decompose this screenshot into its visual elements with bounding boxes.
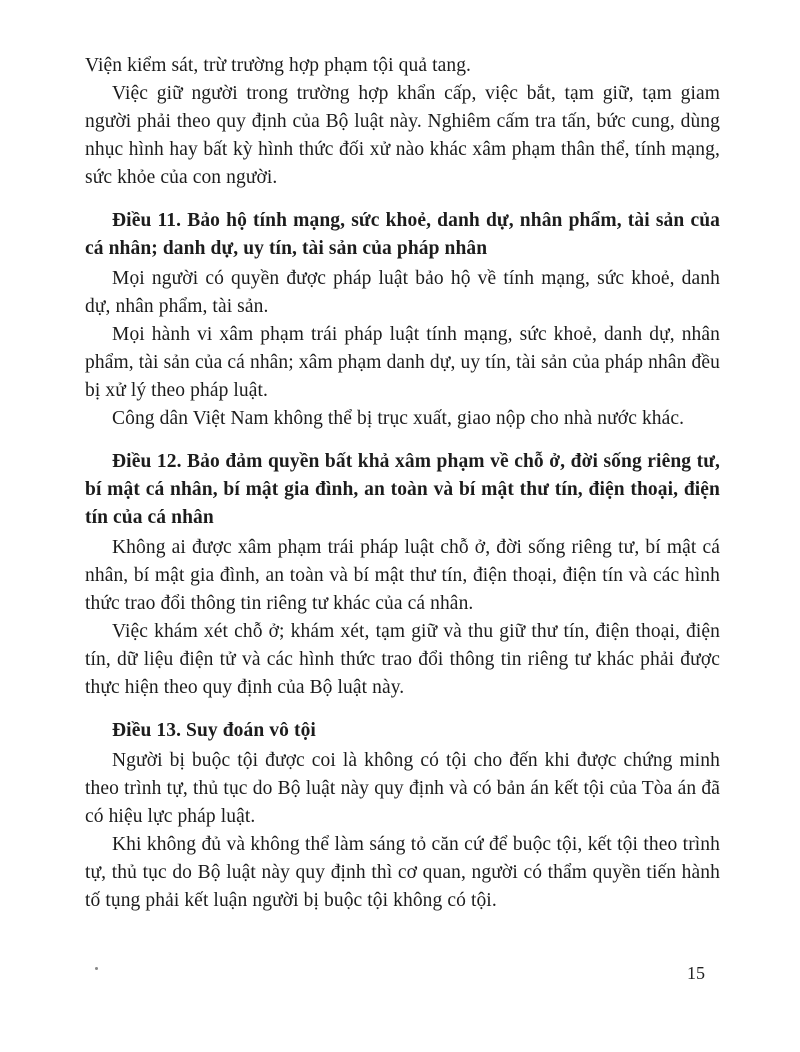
paragraph-continuation: Viện kiểm sát, trừ trường hợp phạm tội quả tang. <box>85 55 472 76</box>
article-heading-12: Điều 12. Bảo đảm quyền bất khả xâm phạm về chỗ ở, đời sống riêng tư, bí mật cá nhân, bí mật gia đình, an toàn và bí mật thư tín, điện thoại, điện tín của cá nhân <box>85 451 720 528</box>
paragraph: Khi không đủ và không thể làm sáng tỏ căn cứ để buộc tội, kết tội theo trình tự, thủ tục do Bộ luật này quy định thì cơ quan, người có thẩm quyền tiến hành tố tụng phải kết luận người bị buộc tội không có tội. <box>85 834 720 911</box>
paragraph: Không ai được xâm phạm trái pháp luật chỗ ở, đời sống riêng tư, bí mật cá nhân, bí mật gia đình, an toàn và bí mật thư tín, điện thoại, điện tín và các hình thức trao đổi thông tin riêng tư khác của cá nhân. <box>85 537 720 614</box>
paragraph: Mọi người có quyền được pháp luật bảo hộ về tính mạng, sức khoẻ, danh dự, nhân phẩm, tài sản. <box>85 268 720 317</box>
paragraph: Việc khám xét chỗ ở; khám xét, tạm giữ và thu giữ thư tín, điện thoại, điện tín, dữ liệu điện tử và các hình thức trao đổi thông tin riêng tư khác phải được thực hiện theo quy định của Bộ luật này. <box>85 621 720 698</box>
paragraph: Việc giữ người trong trường hợp khẩn cấp, việc bắt, tạm giữ, tạm giam người phải theo quy định của Bộ luật này. Nghiêm cấm tra tấn, bức cung, dùng nhục hình hay bất kỳ hình thức đối xử nào khác xâm phạm thân thể, tính mạng, sức khỏe của con người. <box>85 83 720 188</box>
paragraph: Người bị buộc tội được coi là không có tội cho đến khi được chứng minh theo trình tự, thủ tục do Bộ luật này quy định và có bản án kết tội của Tòa án đã có hiệu lực pháp luật. <box>85 750 720 827</box>
paragraph: Công dân Việt Nam không thể bị trục xuất, giao nộp cho nhà nước khác. <box>112 408 685 429</box>
article-heading-11: Điều 11. Bảo hộ tính mạng, sức khoẻ, danh dự, nhân phẩm, tài sản của cá nhân; danh dự, uy tín, tài sản của pháp nhân <box>85 210 720 259</box>
page-number: 15 <box>687 963 705 983</box>
page-content <box>85 52 720 915</box>
article-heading-13: Điều 13. Suy đoán vô tội <box>112 720 316 741</box>
paragraph: Mọi hành vi xâm phạm trái pháp luật tính mạng, sức khoẻ, danh dự, nhân phẩm, tài sản của cá nhân; xâm phạm danh dự, uy tín, tài sản của pháp nhân đều bị xử lý theo pháp luật. <box>85 324 720 401</box>
scan-artifact-dot <box>95 967 98 970</box>
